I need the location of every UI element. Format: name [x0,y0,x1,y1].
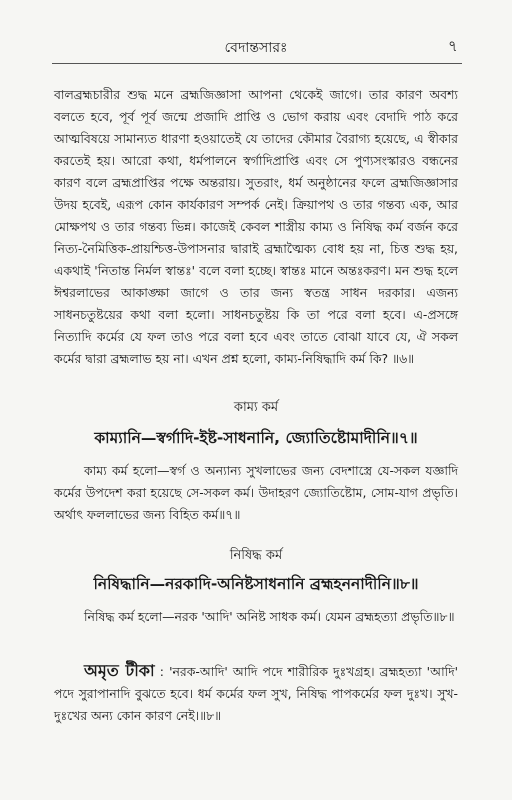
page-number: ৭ [448,37,458,55]
tika-paragraph [54,660,458,727]
nishiddha-heading: নিষিদ্ধ কর্ম [229,548,283,563]
header-rule [52,63,462,64]
kamya-heading: কাম্য কর্ম [233,400,279,415]
tika-label: অমৃত টীকা [84,661,155,680]
intro-paragraph: বালব্রহ্মচারীর শুদ্ধ মনে ব্রহ্মজিজ্ঞাসা আপনা থেকেই জাগে। তার কারণ অবশ্য বলতে হবে, পূর্ব পূর্ব জন্মে প্রজাদি প্রাপ্তি ও ভোগ করায় এবং বেদাদি পাঠ করে আত্মবিষয়ে সামান্যত ধারণা হওয়াতেই যে তাদের কৌমার বৈরাগ্য হয়েছে, এ স্বীকার করতেই হয়। আরো কথা, ধর্মপালনে স্বর্গাদিপ্রাপ্তি এবং সে পুণ্যসংস্কারও বন্ধনের কারণ বলে ব্রহ্মপ্রাপ্তির পক্ষে অন্তরায়। সুতরাং, ধর্ম অনুষ্ঠানের ফলে ব্রহ্মজিজ্ঞাসার উদয় হবেই, এরূপ কোন কার্যকারণ সম্পর্ক নেই। ক্রিয়াপথ ও তার গন্তব্য এক, আর মোক্ষপথ ও তার গন্তব্য ভিন্ন। কাজেই কেবল শাস্ত্রীয় কাম্য ও নিষিদ্ধ কর্ম বর্জন করে নিত্য-নৈমিত্তিক-প্রায়শ্চিত্ত-উপাসনার দ্বারাই ব্রহ্মাত্মৈক্য বোধ হয় না, চিত্ত শুদ্ধ হয়, একথাই 'নিতান্ত নির্মল স্বান্তঃ' বলে বলা হচ্ছে। স্বান্তঃ মানে অন্তঃকরণ। মন শুদ্ধ হলে ঈশ্বরলাভের আকাঙ্ক্ষা জাগে ও তার জন্য স্বতন্ত্র সাধন দরকার। এজন্য সাধনচতুষ্টয়ের কথা বলা হলো। সাধনচতুষ্টয় কি তা পরে বলা হবে। এ-প্রসঙ্গে নিত্যাদি কর্মের যে ফল তাও পরে বলা হবে এবং তাতে বোঝা যাবে যে, ঐ সকল কর্মের দ্বারা ব্রহ্মলাভ হয় না। এখন প্রশ্ন হলো, কাম্য-নিষিদ্ধাদি কর্ম কি? ॥৬॥ [54,87,458,366]
kamya-sutra: কাম্যানি—স্বর্গাদি-ইষ্ট-সাধনানি, জ্যোতিষ্টোমাদীনি॥৭॥ [94,429,418,447]
running-header-title: বেদান্তসারঃ [224,40,288,56]
tika-text: : 'নরক-আদি' আদি পদে শারীরিক দুঃখগ্রহ। ব্রহ্মহত্যা 'আদি' পদে সুরাপানাদি বুঝতে হবে। ধর্ম কর্মের ফল সুখ, নিষিদ্ধ পাপকর্মের ফল দুঃখ। সুখ-দুঃখের অন্য কোন কারণ নেই।॥৮॥ [54,664,458,723]
nishiddha-sutra: নিষিদ্ধানি—নরকাদি-অনিষ্টসাধনানি ব্রহ্মহননাদীনি॥৮॥ [93,575,419,593]
nishiddha-explanation: নিষিদ্ধ কর্ম হলো—নরক 'আদি' অনিষ্ট সাধক কর্ম। যেমন ব্রহ্মহত্যা প্রভৃতি॥৮॥ [84,609,455,624]
kamya-explanation: কাম্য কর্ম হলো—স্বর্গ ও অন্যান্য সুখলাভের জন্য বেদশাস্ত্রে যে-সকল যজ্ঞাদি কর্মের উপদেশ করা হয়েছে সে-সকল কর্ম। উদাহরণ জ্যোতিষ্টোম, সোম-যাগ প্রভৃতি। অর্থাৎ ফললাভের জন্য বিহিত কর্ম॥৭॥ [54,463,458,522]
